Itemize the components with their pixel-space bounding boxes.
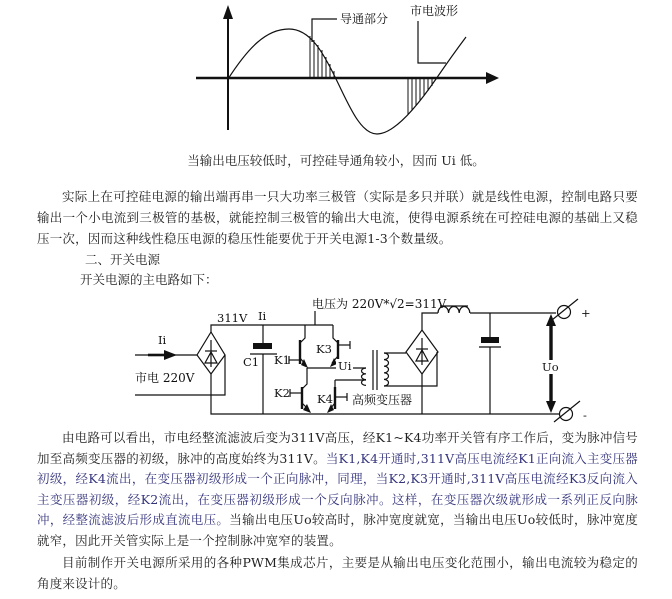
filter-capacitor-2 [479,313,501,414]
h-axis-arrow-icon [486,72,499,84]
bridge-rectifier-2 [406,330,438,374]
mains-leader-line [418,21,446,63]
p2-black-1: 由电路可以看出，市电经整流滤波后变为311V高压，经K1~K4功率开关管有序工作后，变为脉冲信号加至高频变压器的初级，脉冲的高度始终为311V。 [37,430,638,466]
output-top-wire [422,313,438,330]
mains-waveform-label: 市电波形 [410,4,459,18]
conduction-label: 导通部分 [340,12,389,26]
plus-sign: + [581,306,591,320]
hatch-conduction-negative [408,78,432,114]
k3-label: K3 [316,342,332,356]
v-axis-arrow-icon [223,5,233,19]
circuit-figure [100,293,620,431]
bus-voltage-label: 311V [217,311,248,325]
minus-sign: - [583,408,587,422]
section-heading: 二、开关电源 [85,252,161,267]
bridge-rectifier-1 [197,332,225,374]
transistor-k2 [290,368,311,413]
ui-label: Ui [338,359,352,373]
waveform-figure [190,2,502,148]
paragraph-circuit-explanation [37,428,638,551]
minus-terminal [554,401,580,422]
p2-black-2: 当输出电压Uo较高时，脉冲宽度就宽，当输出电压Uo较低时，脉冲宽度就窄，因此开关管实际上是一个控制脉冲宽窄的装置。 [37,512,638,548]
paragraph-pwm-chips: 目前制作开关电源所采用的各种PWM集成芯片，主要是从输出电压变化范围小，输出电流较为稳定的角度来设计的。 [37,555,638,591]
uo-label: Uo [542,360,559,374]
conduction-leader-line [312,19,337,42]
cap1-label: C1 [243,355,260,369]
section-intro: 开关电源的主电路如下： [80,272,218,287]
k2-label: K2 [274,386,290,400]
transistor-k1 [289,325,308,368]
k1-label: K1 [274,353,290,367]
sine-curve [228,29,466,134]
capacitor-c1 [250,325,277,414]
p2-highlighted: 当K1,K4开通时,311V高压电流经K1正向流入主变压器初级，经K4流出，在变压器初级形成一个正向脉冲，同理，当K2,K3开通时,311V高压电流经K3反向流入主变压器初级，经K2流出，在变压器初级形成一个反向脉冲。这样，在变压器次级就形成一系列正反向脉冲，经整流滤波后形成直流电压。 [37,450,639,527]
paragraph-linear-supply: 实际上在可控硅电源的输出端再串一只大功率三极管（实际是多只并联）就是线性电源，控制电路只要输出一个小电流到三极管的基极，就能控制三极管的输出大电流，使得电源系统在可控硅电源的基础上又稳压一次，因而这种线性稳压电源的稳压性能要优于开关电源1-3个数量级。 [37,189,638,246]
transformer-label: 高频变压器 [352,393,413,407]
k4-label: K4 [317,392,333,406]
voltage-note-label: 电压为 220V*√2=311V [312,297,447,311]
figure-caption: 当输出电压较低时，可控硅导通角较小，因而 Ui 低。 [187,153,485,168]
mains-label: 市电 220V [135,371,195,385]
hatch-conduction-positive [310,36,334,78]
bus-current-label: Ii [258,309,267,323]
dc-bus-rail [211,325,333,332]
plus-terminal [552,299,578,320]
current-arrow-icon [164,350,177,360]
input-current-label: Ii [158,333,167,347]
